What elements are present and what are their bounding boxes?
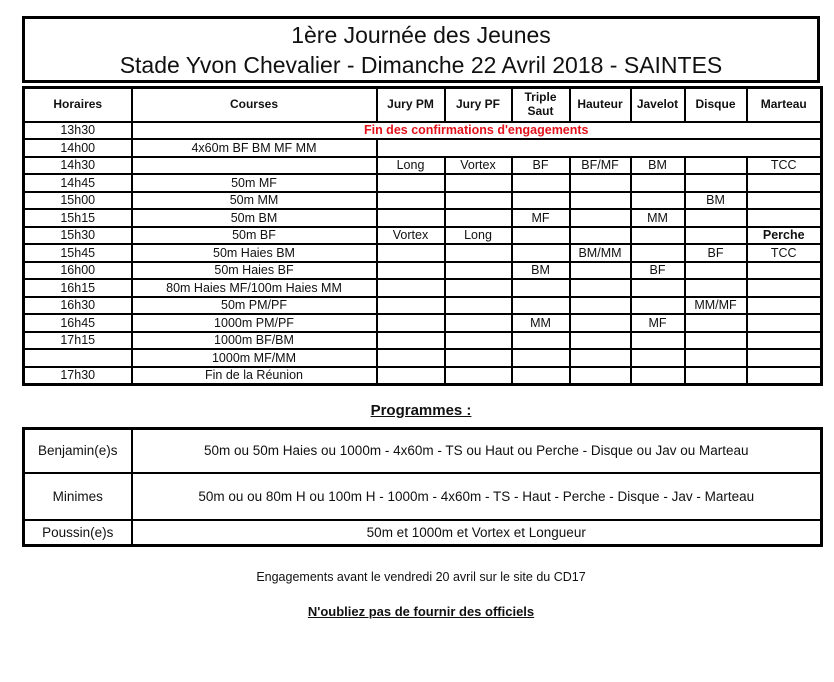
programs-title: Programmes : <box>370 401 472 419</box>
event-cell: BF <box>685 244 747 262</box>
event-cell <box>570 314 631 332</box>
time-cell: 15h45 <box>24 244 132 262</box>
program-row <box>24 428 822 473</box>
schedule-row <box>24 314 822 332</box>
event-cell <box>377 349 445 367</box>
event-cell <box>570 349 631 367</box>
event-cell <box>747 349 822 367</box>
event-cell <box>631 174 685 192</box>
event-cell <box>631 297 685 315</box>
event-cell <box>445 332 512 350</box>
event-cell <box>377 244 445 262</box>
event-cell <box>377 262 445 280</box>
course-cell: 50m Haies BF <box>132 262 377 280</box>
column-header: Hauteur <box>570 88 631 122</box>
schedule-row <box>24 174 822 192</box>
category-cell: Minimes <box>24 473 132 520</box>
event-cell <box>747 279 822 297</box>
schedule-table <box>22 86 823 386</box>
event-cell: TCC <box>747 157 822 175</box>
schedule-row <box>24 192 822 210</box>
event-cell: MM <box>512 314 570 332</box>
footer-warning: N'oubliez pas de fournir des officiels <box>307 603 535 619</box>
event-cell <box>445 209 512 227</box>
event-cell <box>377 332 445 350</box>
event-cell <box>685 262 747 280</box>
event-cell <box>631 332 685 350</box>
event-cell <box>570 332 631 350</box>
time-cell: 15h30 <box>24 227 132 245</box>
event-cell <box>570 209 631 227</box>
time-cell: 13h30 <box>24 122 132 140</box>
event-cell <box>512 297 570 315</box>
course-cell: 50m PM/PF <box>132 297 377 315</box>
time-cell <box>24 349 132 367</box>
event-cell: BM <box>512 262 570 280</box>
event-cell <box>512 244 570 262</box>
event-cell <box>685 332 747 350</box>
schedule-row <box>24 227 822 245</box>
event-cell <box>445 279 512 297</box>
footer-note: Engagements avant le vendredi 20 avril sur le site du CD17 <box>256 569 586 584</box>
event-cell <box>445 349 512 367</box>
event-cell <box>747 297 822 315</box>
schedule-row <box>24 367 822 385</box>
event-cell <box>445 262 512 280</box>
program-cell: 50m et 1000m et Vortex et Longueur <box>132 520 822 545</box>
event-cell <box>512 349 570 367</box>
alert-cell: Fin des confirmations d'engagements <box>132 122 822 140</box>
schedule-row <box>24 332 822 350</box>
event-cell: MF <box>512 209 570 227</box>
category-cell: Poussin(e)s <box>24 520 132 545</box>
event-cell <box>685 209 747 227</box>
time-cell: 14h30 <box>24 157 132 175</box>
event-cell: BM/MM <box>570 244 631 262</box>
event-cell <box>570 262 631 280</box>
event-cell <box>377 314 445 332</box>
event-cell <box>747 367 822 385</box>
time-cell: 16h30 <box>24 297 132 315</box>
event-cell <box>747 262 822 280</box>
event-cell <box>685 157 747 175</box>
program-row <box>24 473 822 520</box>
event-cell <box>570 174 631 192</box>
column-header: Triple Saut <box>512 88 570 122</box>
event-cell <box>685 367 747 385</box>
event-cell <box>570 192 631 210</box>
event-cell <box>685 349 747 367</box>
document-content <box>22 16 820 619</box>
schedule-row <box>24 297 822 315</box>
event-cell <box>445 244 512 262</box>
schedule-header-row <box>24 88 822 122</box>
event-title: 1ère Journée des Jeunes <box>291 21 551 48</box>
event-cell <box>570 297 631 315</box>
event-cell <box>570 279 631 297</box>
event-cell: MM <box>631 209 685 227</box>
event-cell <box>512 192 570 210</box>
program-row <box>24 520 822 545</box>
course-cell: 1000m MF/MM <box>132 349 377 367</box>
event-cell <box>631 244 685 262</box>
event-cell: BM <box>631 157 685 175</box>
event-cell <box>747 192 822 210</box>
course-cell: 4x60m BF BM MF MM <box>132 139 377 157</box>
event-cell <box>631 349 685 367</box>
event-cell <box>685 279 747 297</box>
event-cell: Perche <box>747 227 822 245</box>
column-header: Disque <box>685 88 747 122</box>
schedule-row <box>24 262 822 280</box>
event-cell <box>377 279 445 297</box>
course-cell: 50m Haies BM <box>132 244 377 262</box>
course-cell: 50m BM <box>132 209 377 227</box>
event-cell <box>377 192 445 210</box>
event-cell <box>631 192 685 210</box>
column-header: Jury PM <box>377 88 445 122</box>
time-cell: 15h15 <box>24 209 132 227</box>
event-cell <box>685 314 747 332</box>
event-cell: MF <box>631 314 685 332</box>
column-header: Jury PF <box>445 88 512 122</box>
event-cell <box>570 227 631 245</box>
event-cell <box>445 174 512 192</box>
schedule-row <box>24 349 822 367</box>
event-cell <box>377 367 445 385</box>
event-cell: BF <box>631 262 685 280</box>
event-cell <box>512 227 570 245</box>
programs-table <box>22 427 823 547</box>
event-cell <box>512 332 570 350</box>
time-cell: 16h45 <box>24 314 132 332</box>
event-cell <box>445 192 512 210</box>
time-cell: 14h45 <box>24 174 132 192</box>
event-cell <box>377 209 445 227</box>
event-cell <box>747 209 822 227</box>
schedule-row <box>24 209 822 227</box>
event-cell <box>631 227 685 245</box>
schedule-row <box>24 244 822 262</box>
event-cell: Vortex <box>377 227 445 245</box>
course-cell: 1000m BF/BM <box>132 332 377 350</box>
event-cell <box>747 314 822 332</box>
time-cell: 14h00 <box>24 139 132 157</box>
course-cell: Fin de la Réunion <box>132 367 377 385</box>
course-cell <box>132 157 377 175</box>
event-cell: Vortex <box>445 157 512 175</box>
event-cell: Long <box>377 157 445 175</box>
course-cell: 50m MF <box>132 174 377 192</box>
event-cell: TCC <box>747 244 822 262</box>
event-cell <box>377 174 445 192</box>
column-header: Javelot <box>631 88 685 122</box>
event-cell <box>631 279 685 297</box>
schedule-row <box>24 122 822 140</box>
time-cell: 17h30 <box>24 367 132 385</box>
course-cell: 1000m PM/PF <box>132 314 377 332</box>
event-cell <box>747 174 822 192</box>
event-cell <box>512 279 570 297</box>
time-cell: 16h15 <box>24 279 132 297</box>
event-cell <box>631 367 685 385</box>
event-cell: MM/MF <box>685 297 747 315</box>
schedule-row <box>24 139 822 157</box>
program-cell: 50m ou 50m Haies ou 1000m - 4x60m - TS ou Haut ou Perche - Disque ou Jav ou Marteau <box>132 428 822 473</box>
time-cell: 17h15 <box>24 332 132 350</box>
empty-span-cell <box>377 139 822 157</box>
event-cell: BM <box>685 192 747 210</box>
schedule-row <box>24 157 822 175</box>
title-box <box>22 16 820 83</box>
event-cell: BF/MF <box>570 157 631 175</box>
event-subtitle: Stade Yvon Chevalier - Dimanche 22 Avril 2018 - SAINTES <box>119 51 723 78</box>
column-header: Courses <box>132 88 377 122</box>
event-cell <box>377 297 445 315</box>
event-cell <box>445 367 512 385</box>
course-cell: 50m BF <box>132 227 377 245</box>
event-cell <box>747 332 822 350</box>
event-cell <box>445 314 512 332</box>
event-cell <box>570 367 631 385</box>
page <box>0 16 834 682</box>
time-cell: 16h00 <box>24 262 132 280</box>
schedule-row <box>24 279 822 297</box>
course-cell: 50m MM <box>132 192 377 210</box>
event-cell <box>685 227 747 245</box>
time-cell: 15h00 <box>24 192 132 210</box>
event-cell: Long <box>445 227 512 245</box>
course-cell: 80m Haies MF/100m Haies MM <box>132 279 377 297</box>
event-cell <box>685 174 747 192</box>
event-cell <box>512 367 570 385</box>
column-header: Horaires <box>24 88 132 122</box>
category-cell: Benjamin(e)s <box>24 428 132 473</box>
event-cell <box>445 297 512 315</box>
program-cell: 50m ou ou 80m H ou 100m H - 1000m - 4x60m - TS - Haut - Perche - Disque - Jav - Marteau <box>132 473 822 520</box>
event-cell <box>512 174 570 192</box>
column-header: Marteau <box>747 88 822 122</box>
event-cell: BF <box>512 157 570 175</box>
